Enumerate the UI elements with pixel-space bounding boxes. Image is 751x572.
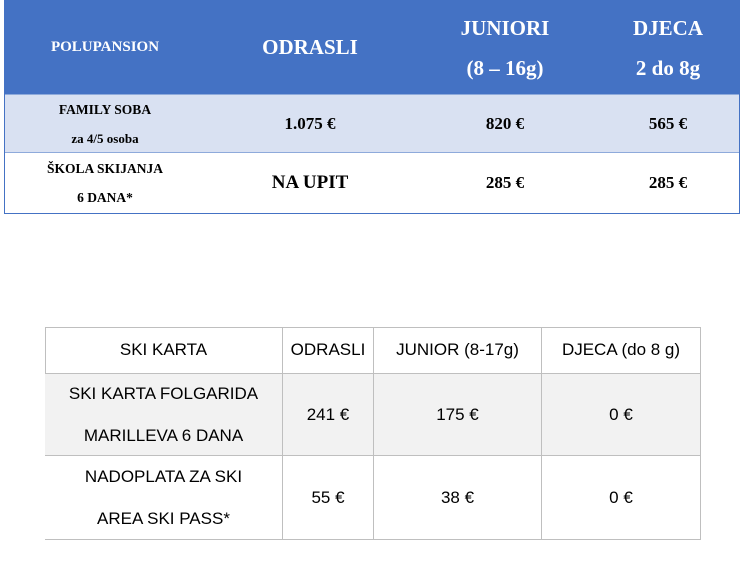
header-odrasli	[205, 1, 415, 94]
header-ski-karta	[45, 327, 283, 374]
price-value: 38 €	[440, 487, 475, 507]
header-label: SKI KARTA	[119, 340, 208, 359]
price-cell	[205, 153, 415, 213]
price-cell	[283, 456, 374, 540]
price-cell	[415, 153, 595, 213]
price-cell	[374, 374, 542, 456]
row-label-line: 6 DANA*	[77, 190, 133, 205]
table-row	[5, 153, 739, 213]
row-label-line: SKI KARTA FOLGARIDA	[68, 383, 259, 403]
header-sublabel: (8 – 16g)	[466, 55, 544, 80]
price-value: 0 €	[609, 487, 633, 507]
price-cell	[595, 95, 741, 152]
header-label: DJECA	[632, 15, 703, 40]
row-label-line: FAMILY SOBA	[58, 101, 152, 117]
price-value: 565 €	[648, 113, 688, 133]
header-djeca	[595, 1, 741, 94]
header-djeca	[542, 327, 701, 374]
price-value: NA UPIT	[271, 172, 349, 193]
price-value: 285 €	[648, 173, 688, 192]
price-value: 241 €	[306, 404, 350, 424]
row-label-line: za 4/5 osoba	[71, 130, 139, 146]
price-value: 175 €	[436, 404, 479, 424]
price-cell	[283, 374, 374, 456]
header-junior	[374, 327, 542, 374]
row-label-line: MARILLEVA 6 DANA	[83, 425, 244, 445]
price-cell	[205, 95, 415, 152]
header-label: ODRASLI	[262, 35, 358, 59]
price-cell	[542, 456, 701, 540]
header-label: JUNIORI	[460, 15, 550, 40]
price-value: 0 €	[609, 404, 633, 424]
header-polupansion	[5, 1, 205, 94]
row-label-line: AREA SKI PASS*	[97, 508, 230, 528]
row-label	[5, 95, 205, 152]
price-cell	[374, 456, 542, 540]
price-cell	[595, 153, 741, 213]
ski-karta-price-table	[45, 327, 701, 540]
row-label-line: NADOPLATA ZA SKI	[84, 466, 243, 486]
price-value: 55 €	[311, 487, 345, 507]
header-label: DJECA (do 8 g)	[561, 340, 681, 359]
price-cell	[415, 95, 595, 152]
polupansion-price-table	[4, 0, 740, 214]
price-value: 1.075 €	[284, 113, 336, 133]
row-label-line: ŠKOLA SKIJANJA	[47, 161, 163, 176]
header-label: POLUPANSION	[50, 39, 160, 55]
price-cell	[542, 374, 701, 456]
header-label: ODRASLI	[290, 340, 366, 359]
table-header-row	[5, 1, 739, 94]
table-row	[5, 94, 739, 153]
header-label: JUNIOR (8-17g)	[396, 340, 519, 359]
header-sublabel: 2 do 8g	[635, 55, 701, 80]
row-label	[45, 374, 283, 456]
header-juniori	[415, 1, 595, 94]
row-label	[45, 456, 283, 540]
price-value: 820 €	[485, 113, 525, 133]
row-label	[5, 153, 205, 213]
price-value: 285 €	[485, 173, 525, 192]
header-odrasli	[283, 327, 374, 374]
